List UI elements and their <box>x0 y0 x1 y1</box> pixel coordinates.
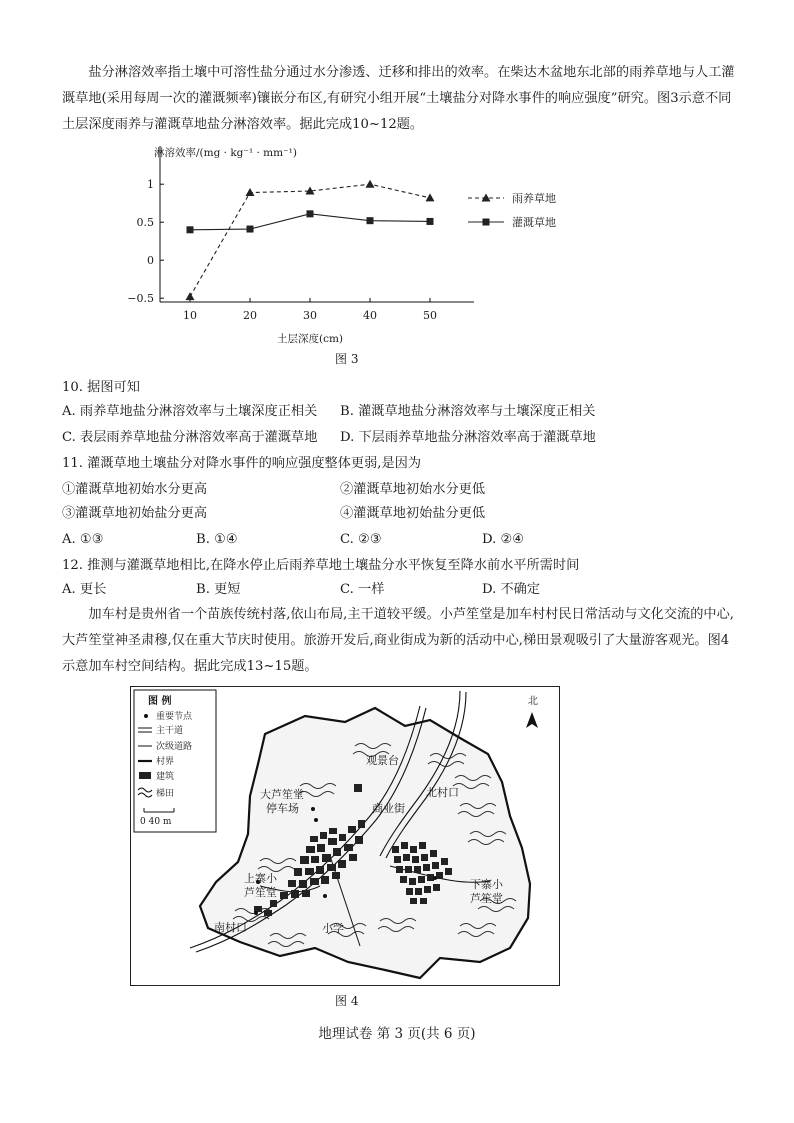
legend-building-label: 建筑 <box>156 772 175 782</box>
y-tick-label: 0.5 <box>136 216 154 230</box>
figure-3-line-chart <box>120 140 600 355</box>
x-tick-label: 50 <box>423 309 437 322</box>
question-11-item-4: ④灌溉草地初始盐分更低 <box>340 506 486 521</box>
label-street: 商业街 <box>372 802 405 815</box>
legend-boundary-label: 村界 <box>156 757 175 767</box>
question-10-option-b: B. 灌溉草地盐分淋溶效率与土壤深度正相关 <box>340 404 596 419</box>
question-11-item-3: ③灌溉草地初始盐分更高 <box>62 506 208 521</box>
legend-label-0: 雨养草地 <box>512 192 556 205</box>
label-lower-hall-line2: 芦笙堂 <box>470 892 503 905</box>
north-label: 北 <box>528 696 538 707</box>
question-10-stem: 10. 据图可知 <box>62 380 140 395</box>
square-marker <box>187 226 194 233</box>
legend-label-1: 灌溉草地 <box>512 216 556 229</box>
page-footer: 地理试卷 第 3 页(共 6 页) <box>318 1026 476 1042</box>
y-axis-label: 淋溶效率/(mg · kg⁻¹ · mm⁻¹) <box>154 147 297 159</box>
question-11-option-d: D. ②④ <box>482 532 525 547</box>
label-lower-hall-line1: 下寨小 <box>470 878 503 891</box>
question-11-item-1: ①灌溉草地初始水分更高 <box>62 482 208 497</box>
map-legend-title: 图 例 <box>148 696 172 707</box>
map-scale-label: 0 40 m <box>140 817 172 827</box>
x-tick-label: 30 <box>303 309 317 322</box>
triangle-marker <box>246 188 255 196</box>
question-11-option-b: B. ①④ <box>196 532 238 547</box>
square-marker <box>427 218 434 225</box>
legend-secondary-road-label: 次级道路 <box>156 742 193 752</box>
y-tick-label: 0 <box>147 254 154 268</box>
question-11-option-a: A. ①③ <box>62 532 104 547</box>
legend-node-label: 重要节点 <box>156 712 193 722</box>
question-11-item-2: ②灌溉草地初始水分更低 <box>340 482 486 497</box>
label-school: 小学 <box>322 922 344 935</box>
legend-square-marker <box>483 219 490 226</box>
question-12-option-c: C. 一样 <box>340 582 385 597</box>
question-11-option-c: C. ②③ <box>340 532 382 547</box>
question-10-option-c: C. 表层雨养草地盐分淋溶效率高于灌溉草地 <box>62 430 318 445</box>
legend-terrace-label: 梯田 <box>156 789 175 799</box>
question-12-option-d: D. 不确定 <box>482 582 541 597</box>
label-parking: 停车场 <box>266 802 299 815</box>
x-tick-label: 10 <box>183 309 197 322</box>
series-line-0 <box>190 184 430 296</box>
triangle-marker <box>426 193 435 201</box>
question-12-stem: 12. 推测与灌溉草地相比,在降水停止后雨养草地土壤盐分水平恢复至降水前水平所需时间 <box>62 558 580 573</box>
legend-main-road-label: 主干道 <box>156 726 184 736</box>
figure-3-caption: 图 3 <box>335 352 359 366</box>
square-marker <box>247 226 254 233</box>
triangle-marker <box>366 180 375 188</box>
question-10-option-a: A. 雨养草地盐分淋溶效率与土壤深度正相关 <box>62 404 318 419</box>
intro-paragraph-1: 盐分淋溶效率指土壤中可溶性盐分通过水分渗透、迁移和排出的效率。在柴达木盆地东北部的雨养草地与人工灌溉草地(采用每周一次的灌溉频率)镶嵌分布区,有研究小组开展“土壤盐分对降水事件的响应强度”研究。图3示意不同土层深度雨养与灌溉草地盐分淋溶效率。据此完成10~12题。 <box>62 65 735 132</box>
question-11-stem: 11. 灌溉草地土壤盐分对降水事件的响应强度整体更弱,是因为 <box>62 456 422 471</box>
figure-4-village-map <box>130 686 560 986</box>
question-12-option-a: A. 更长 <box>62 582 107 597</box>
label-upper-hall-line1: 上寨小 <box>244 872 277 885</box>
square-marker <box>367 217 374 224</box>
label-south-gate: 南村口 <box>214 921 247 934</box>
y-tick-label: −0.5 <box>127 292 154 306</box>
square-marker <box>307 210 314 217</box>
label-north-gate: 北村口 <box>426 786 459 799</box>
triangle-marker <box>186 292 195 300</box>
y-tick-label: 1 <box>147 178 154 192</box>
intro-paragraph-2: 加车村是贵州省一个苗族传统村落,依山布局,主干道较平缓。小芦笙堂是加车村村民日常活动与文化交流的中心,大芦笙堂神圣肃穆,仅在重大节庆时使用。旅游开发后,商业街成为新的活动中心,梯田景观吸引了大量游客观光。图4示意加车村空间结构。据此完成13~15题。 <box>62 607 734 674</box>
label-upper-hall-line2: 芦笙堂 <box>244 886 277 899</box>
x-tick-label: 40 <box>363 309 377 322</box>
figure-4-caption: 图 4 <box>335 994 359 1008</box>
x-tick-label: 20 <box>243 309 257 322</box>
question-10-option-d: D. 下层雨养草地盐分淋溶效率高于灌溉草地 <box>340 430 596 445</box>
label-observatory: 观景台 <box>366 754 399 767</box>
question-12-option-b: B. 更短 <box>196 582 241 597</box>
label-big-hall: 大芦笙堂 <box>260 788 304 801</box>
x-axis-label: 土层深度(cm) <box>276 333 344 345</box>
